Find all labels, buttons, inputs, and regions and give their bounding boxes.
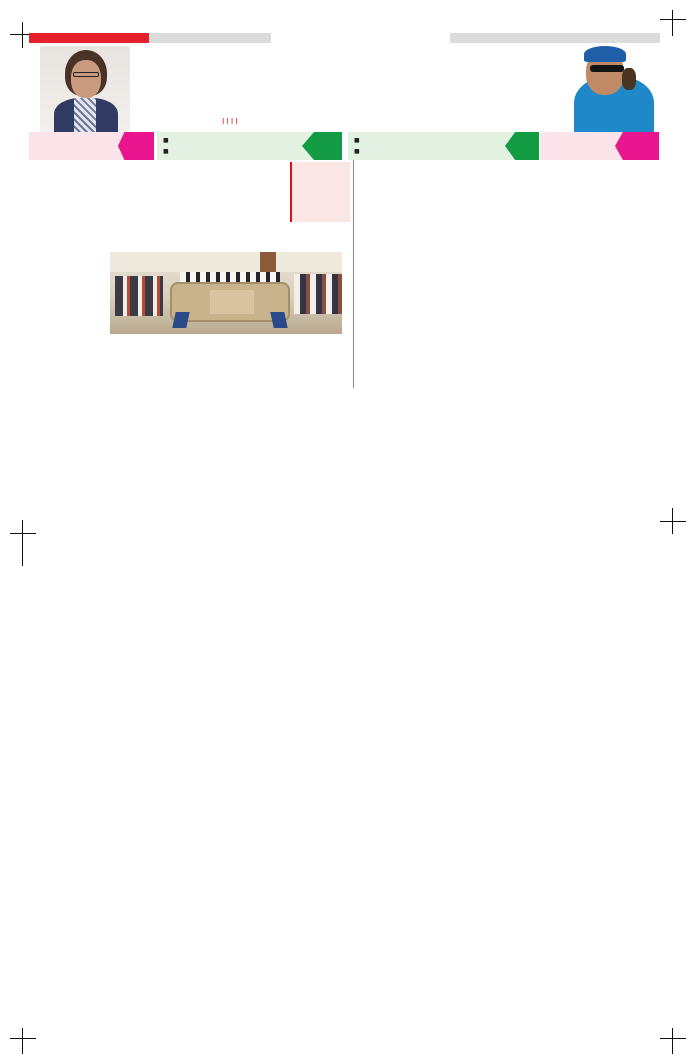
lead-story-body-col1 xyxy=(29,253,106,393)
crop-mark xyxy=(22,540,23,566)
crop-mark xyxy=(10,533,36,534)
teaser-box-page9[interactable] xyxy=(348,132,523,160)
header-grey-bar xyxy=(149,33,271,43)
crop-mark xyxy=(660,1038,686,1039)
crop-mark xyxy=(22,1028,23,1054)
lead-story-body-col3 xyxy=(168,338,224,408)
lead-story-body-col2 xyxy=(110,338,164,408)
column-divider xyxy=(353,160,354,388)
page-number-badge-3[interactable] xyxy=(118,132,154,160)
page-number-badge-10[interactable] xyxy=(615,132,659,160)
dateline: | | | | xyxy=(222,117,238,125)
crop-mark xyxy=(10,1038,36,1039)
crop-mark xyxy=(22,22,23,48)
startup-hub-box[interactable] xyxy=(290,162,350,222)
photo-priyanka xyxy=(40,46,130,132)
crop-mark xyxy=(672,1028,673,1054)
website-bar[interactable] xyxy=(29,33,149,43)
rahul-body-col1 xyxy=(407,234,477,390)
crop-mark xyxy=(660,521,686,522)
header-grey-bar-right xyxy=(450,33,660,43)
lead-story-body-col4 xyxy=(228,338,283,408)
photo-cricketer xyxy=(552,46,657,132)
startup-body xyxy=(289,224,351,386)
crop-mark xyxy=(672,10,673,36)
lead-story-body-col1b xyxy=(29,393,106,418)
crop-mark xyxy=(660,19,686,20)
